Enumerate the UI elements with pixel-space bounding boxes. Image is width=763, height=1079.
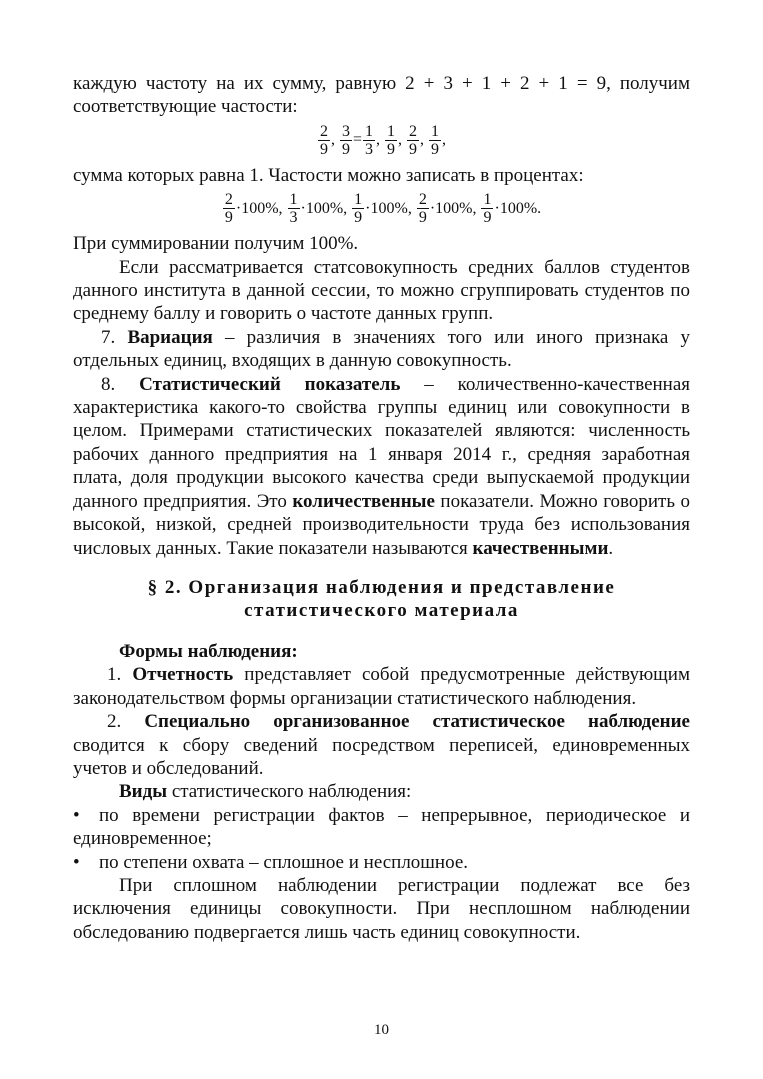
term-variation: Вариация: [127, 326, 213, 348]
fraction: $\frac{1}{3}$: [365, 122, 374, 158]
term-indicator: Статистический показатель: [139, 373, 401, 395]
frequencies-equation: $\frac{2}{9}$ , $\frac{3}{9}$ = $\frac{1}{3}$ , $\frac{1}{9}$ , $\frac{2}{9}$ , $\frac{1}{9}$ ,: [319, 122, 447, 158]
list-item: • по времени регистрации фактов – непрерывное, периодическое и единовременное;: [73, 804, 690, 850]
item-variation: 7. Вариация – различия в значениях того или иного признака у отдельных единиц, входящих в данную совокупность.: [73, 326, 690, 372]
types-line: Виды статистического наблюдения:: [119, 781, 412, 803]
document-page: [73, 72, 690, 944]
intro-line-2: соответствующие частости:: [73, 96, 298, 118]
final-paragraph: При сплошном наблюдении регистрации подлежат все без исключения единицы совокупности. При несплошном наблюдении обследованию подвергается лишь часть единиц совокупности.: [73, 874, 690, 943]
term-reporting: Отчетность: [132, 664, 234, 686]
form-special-observation: 2. Специально организованное статистическое наблюдение сводится к сбору сведений посредством переписей, единовременных учетов и обследований.: [73, 711, 690, 779]
sum-text: сумма которых равна 1. Частости можно записать в процентах:: [73, 164, 584, 186]
intro-line-1: каждую частоту на их сумму, равную 2 + 3 + 1 + 2 + 1 = 9, получим: [73, 73, 690, 94]
fraction: $\frac{1}{9}$: [387, 122, 396, 158]
item-statistical-indicator: 8. Статистический показатель – количественно-качественная характеристика какого-то свойства группы единиц или совокупности в целом. Примерами статистических показателей являются: численность рабочих данного предприятия на 1 января 2014 г., средняя заработная плата, доля продукции высокого качества среди выпускаемой продукции данного предприятия. Это количественные показатели. Можно говорить о высокой, низкой, средней производительности труда без использования числовых данных. Такие показатели называются качественными.: [73, 373, 691, 559]
fraction: $\frac{2}{9}$: [409, 122, 418, 158]
section-heading: § 2. Организация наблюдения и представление статистического материала: [147, 576, 616, 621]
students-paragraph: Если рассматривается статсовокупность средних баллов студентов данного института в данной сессии, то можно сгруппировать студентов по среднему баллу и говорить о частоте данных групп.: [73, 256, 690, 325]
term-types: Виды: [119, 781, 168, 803]
bullet-icon: •: [73, 851, 80, 873]
fraction: $\frac{3}{9}$: [341, 122, 350, 158]
fraction: $\frac{1}{9}$: [431, 122, 440, 158]
fraction: $\frac{1}{3}$: [289, 191, 298, 227]
fraction: $\frac{2}{9}$: [224, 191, 233, 227]
term-quantitative: количественные: [292, 490, 435, 512]
forms-title: Формы наблюдения:: [119, 640, 298, 662]
sum-result: При суммировании получим 100%.: [73, 233, 359, 255]
page-number: 10: [374, 1022, 389, 1038]
fraction: $\frac{2}{9}$: [418, 191, 427, 227]
fraction: $\frac{1}{9}$: [483, 191, 492, 227]
fraction: $\frac{2}{9}$: [319, 122, 328, 158]
bullet-icon: •: [73, 804, 80, 826]
list-item: • по степени охвата – сплошное и несплошное.: [73, 851, 469, 873]
fraction: $\frac{1}{9}$: [354, 191, 363, 227]
form-reporting: 1. Отчетность представляет собой предусмотренные действующим законодательством формы организации статистического наблюдения.: [73, 664, 690, 709]
percent-equation: $\frac{2}{9}$ ·100%, $\frac{1}{3}$ ·100%, $\frac{1}{9}$ ·100%, $\frac{2}{9}$ ·100%, $\frac{1}{9}$ ·100%.: [224, 191, 542, 227]
term-qualitative: качественными: [472, 537, 609, 559]
term-special-observation: Специально организованное статистическое наблюдение: [144, 711, 690, 733]
